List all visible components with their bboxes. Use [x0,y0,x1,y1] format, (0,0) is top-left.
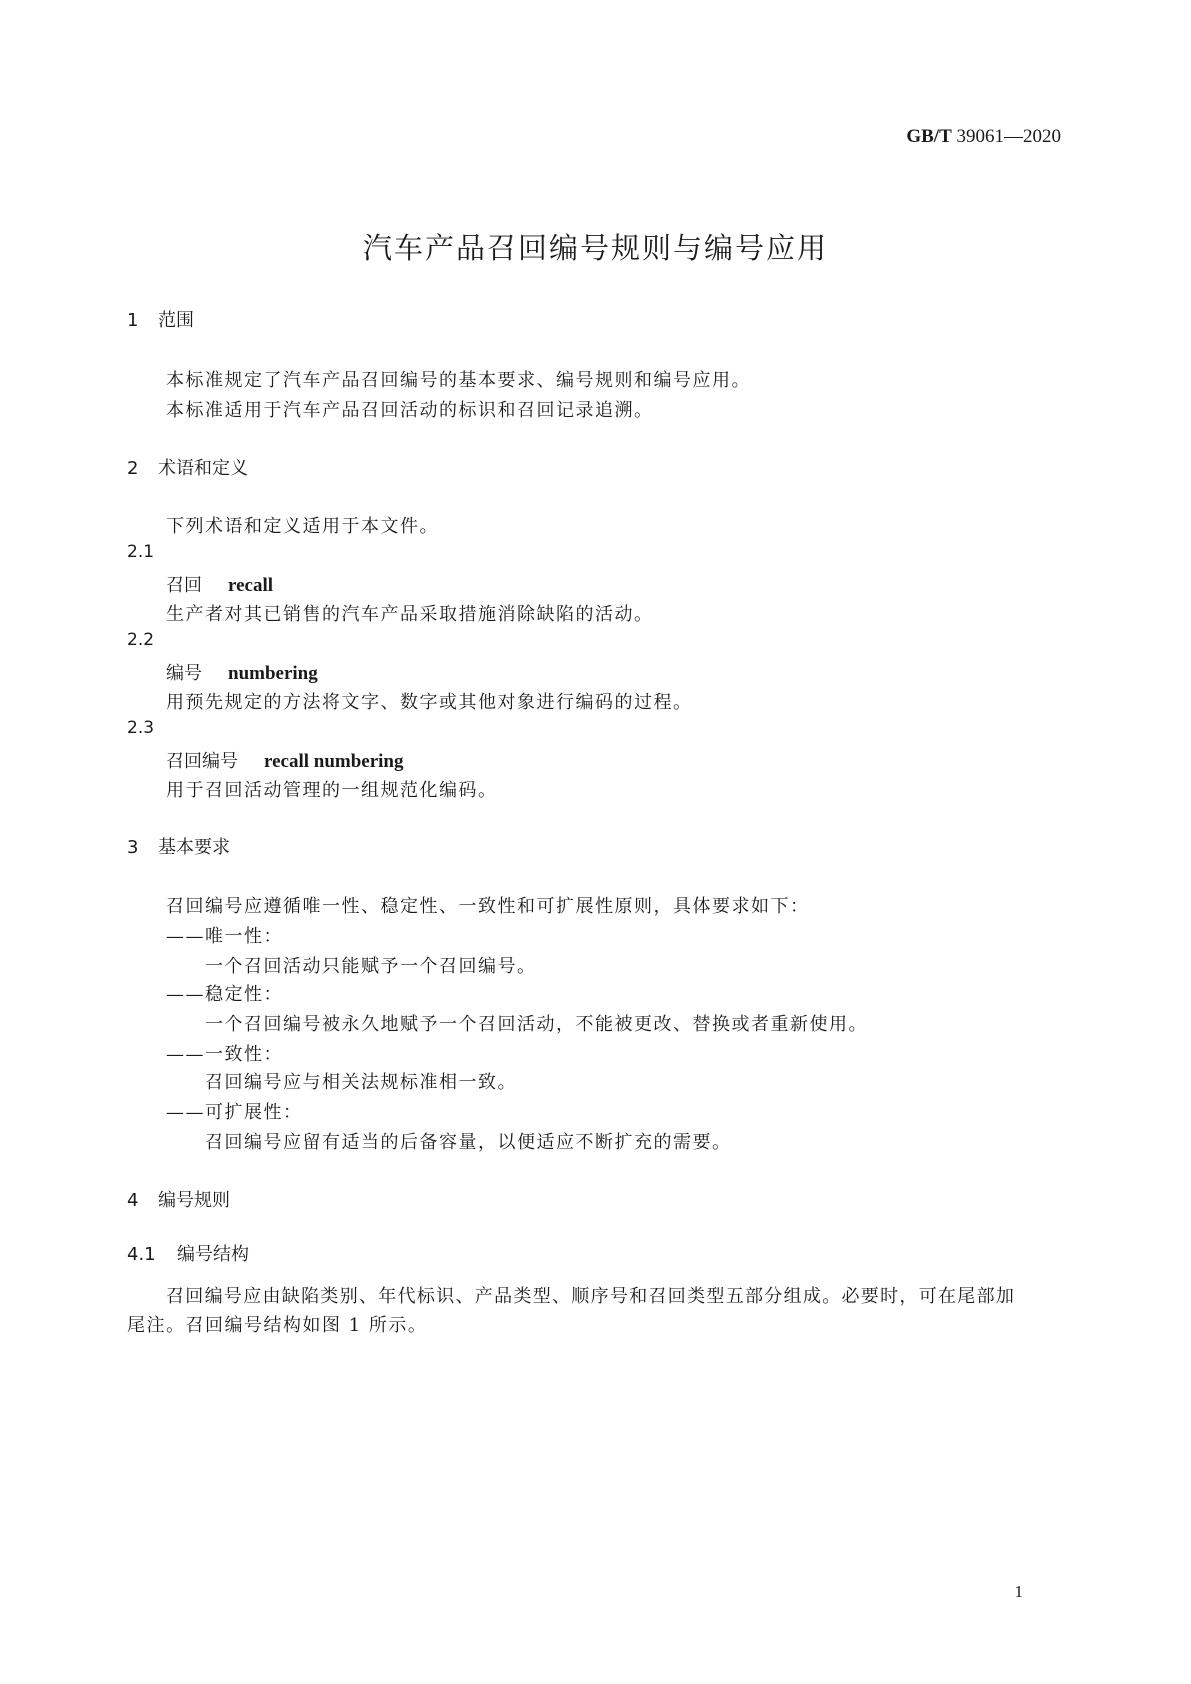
section-1-para-2: 本标准适用于汽车产品召回活动的标识和召回记录追溯。 [166,400,654,421]
term-2-3: 召回编号 recall numbering [166,751,404,772]
term-2-1-number: 2.1 [127,542,155,562]
page-number: 1 [1014,1582,1023,1601]
standard-number: GB/T 39061—2020 [906,126,1061,147]
requirement-label-stability: ——稳定性： [166,984,283,1005]
section-4-1-heading: 4.1 编号结构 [127,1244,249,1265]
section-1-heading: 1 范围 [127,310,194,331]
section-2-intro: 下列术语和定义适用于本文件。 [166,516,439,537]
requirement-text-consistency: 召回编号应与相关法规标准相一致。 [205,1072,517,1093]
section-3-heading: 3 基本要求 [127,837,230,858]
term-2-1-definition: 生产者对其已销售的汽车产品采取措施消除缺陷的活动。 [166,604,654,625]
requirement-text-extensibility: 召回编号应留有适当的后备容量，以便适应不断扩充的需要。 [205,1132,732,1153]
section-4-1-para-line-1: 召回编号应由缺陷类别、年代标识、产品类型、顺序号和召回类型五部分组成。必要时，可在尾部加 [166,1286,1016,1307]
section-4-1-para-line-2: 尾注。召回编号结构如图 1 所示。 [127,1315,428,1336]
requirement-label-extensibility: ——可扩展性： [166,1102,303,1123]
section-2-heading: 2 术语和定义 [127,458,248,479]
section-4-heading: 4 编号规则 [127,1190,230,1211]
term-2-3-definition: 用于召回活动管理的一组规范化编码。 [166,780,498,801]
term-2-1: 召回 recall [166,575,274,596]
document-title: 汽车产品召回编号规则与编号应用 [362,231,828,265]
requirement-text-stability: 一个召回编号被永久地赋予一个召回活动，不能被更改、替换或者重新使用。 [205,1014,868,1035]
section-3-intro: 召回编号应遵循唯一性、稳定性、一致性和可扩展性原则，具体要求如下： [166,896,810,917]
requirement-text-uniqueness: 一个召回活动只能赋予一个召回编号。 [205,956,537,977]
term-2-2: 编号 numbering [166,663,318,684]
term-2-2-number: 2.2 [127,630,155,650]
section-1-para-1: 本标准规定了汽车产品召回编号的基本要求、编号规则和编号应用。 [166,370,751,391]
requirement-label-uniqueness: ——唯一性： [166,926,283,947]
term-2-3-number: 2.3 [127,718,155,738]
requirement-label-consistency: ——一致性： [166,1044,283,1065]
term-2-2-definition: 用预先规定的方法将文字、数字或其他对象进行编码的过程。 [166,692,693,713]
